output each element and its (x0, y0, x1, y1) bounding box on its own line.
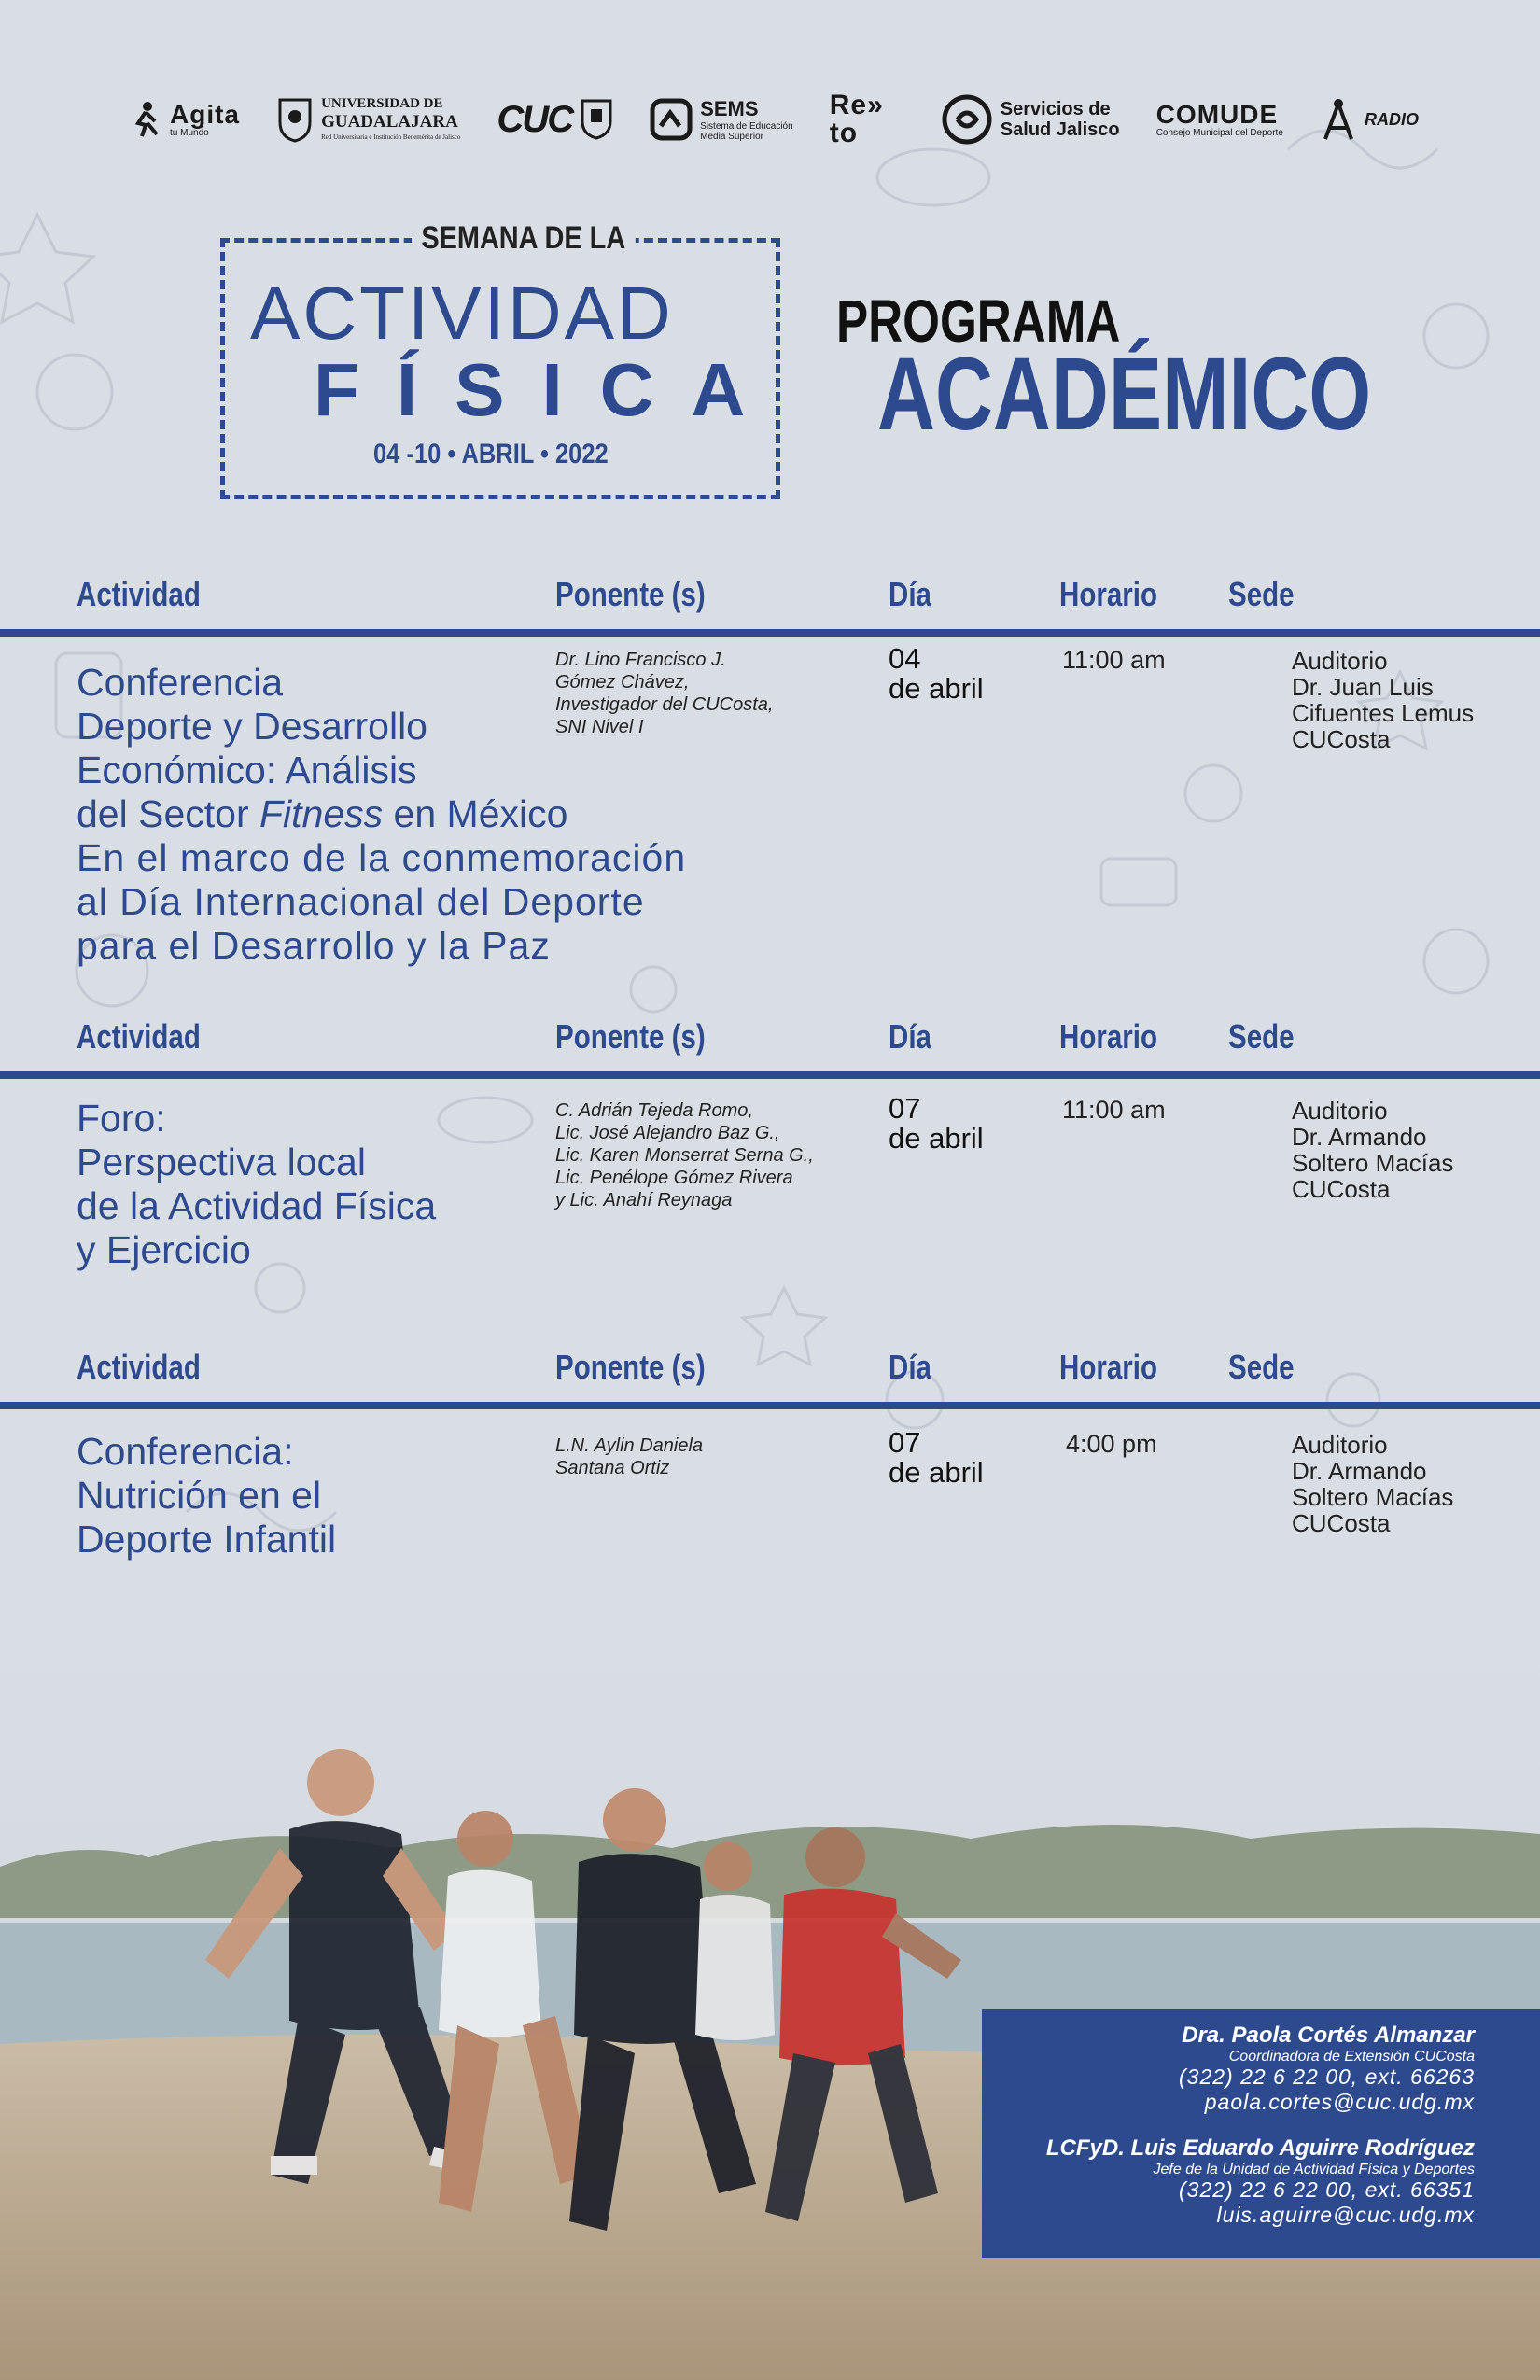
speaker-line: Santana Ortiz (555, 1458, 670, 1478)
udg-shield-icon (276, 96, 314, 143)
event-time: 11:00 am (1062, 1096, 1166, 1124)
event-venue (1292, 648, 1474, 752)
contact-name: Dra. Paola Cortés Almanzar (1182, 2023, 1475, 2048)
cuc-shield-icon (580, 98, 613, 141)
sems-logo (650, 97, 793, 142)
agita-sub: tu Mundo (170, 127, 209, 138)
udg-name2: GUADALAJARA (321, 112, 458, 132)
reto-logo (830, 91, 904, 147)
activity-line: Perspectiva local (77, 1141, 366, 1183)
contact-phone[interactable]: (322) 22 6 22 00, ext. 66263 (1179, 2065, 1475, 2089)
activity-text: del Sector (77, 792, 259, 835)
comude-name: COMUDE (1155, 99, 1279, 129)
title-academico: ACADÉMICO (877, 337, 1372, 452)
venue-line: Auditorio (1292, 1431, 1388, 1459)
venue-line: Soltero Macías (1292, 1483, 1454, 1511)
header-ponente: Ponente (s) (555, 1017, 706, 1056)
venue-line: CUCosta (1292, 1175, 1391, 1203)
radio-logo (1320, 96, 1419, 143)
contact-role: Jefe de la Unidad de Actividad Física y Deportes (1153, 2162, 1475, 2177)
cuc-name: CUC (497, 99, 573, 140)
speaker-line: Dr. Lino Francisco J. (555, 650, 726, 670)
activity-line: y Ejercicio (77, 1228, 251, 1271)
activity-line: Económico: Análisis (77, 749, 417, 791)
venue-line: Soltero Macías (1292, 1149, 1454, 1177)
comude-logo (1155, 99, 1283, 138)
header-rule (0, 1402, 1540, 1409)
udg-sub: Red Universitaria e Institución Benemérita de Jalisco (321, 133, 461, 141)
venue-line: Dr. Armando (1292, 1123, 1427, 1151)
event-venue (1292, 1098, 1453, 1202)
event-date (889, 1428, 984, 1488)
udg-name: UNIVERSIDAD DE (321, 96, 443, 111)
header-ponente: Ponente (s) (555, 1348, 706, 1386)
activity-line: para el Desarrollo y la Paz (77, 924, 551, 967)
agita-name: Agita (170, 99, 240, 129)
contact-role: Coordinadora de Extensión CUCosta (1228, 2049, 1475, 2065)
contact-email[interactable]: luis.aguirre@cuc.udg.mx (1216, 2203, 1475, 2227)
title-semana: SEMANA DE LA (412, 220, 635, 257)
date-day: 07 (889, 1092, 921, 1125)
speaker-line: C. Adrián Tejeda Romo, (555, 1100, 753, 1121)
header-actividad: Actividad (77, 1348, 201, 1386)
header-dia: Día (889, 1017, 931, 1056)
header-sede: Sede (1228, 1348, 1295, 1386)
activity-title (77, 1430, 336, 1561)
udg-logo (276, 96, 460, 143)
venue-line: Auditorio (1292, 1097, 1388, 1125)
antenna-icon (1320, 96, 1357, 143)
contact-box (982, 2009, 1540, 2258)
header-horario: Horario (1059, 1348, 1157, 1386)
header-sede: Sede (1228, 575, 1295, 613)
activity-line: En el marco de la conmemoración (77, 836, 687, 879)
contact-name: LCFyD. Luis Eduardo Aguirre Rodríguez (1045, 2135, 1475, 2161)
venue-line: Auditorio (1292, 647, 1388, 675)
title-programa: PROGRAMA (836, 287, 1121, 355)
activity-text: en México (383, 792, 568, 835)
title-actividad: ACTIVIDAD (250, 272, 674, 355)
runner-icon (131, 101, 162, 138)
sems-icon (650, 98, 693, 141)
activity-line: de la Actividad Física (77, 1184, 437, 1227)
radio-name: RADIO (1364, 109, 1419, 129)
table-header (0, 1348, 1540, 1385)
speaker-line: Lic. Karen Monserrat Serna G., (555, 1145, 814, 1166)
comude-sub: Consejo Municipal del Deporte (1155, 127, 1283, 138)
activity-line: Nutrición en el (77, 1474, 322, 1517)
venue-line: Cifuentes Lemus (1292, 699, 1475, 727)
activity-title (77, 1097, 436, 1272)
activity-line: Conferencia (77, 661, 284, 704)
event-venue (1292, 1432, 1453, 1536)
agita-logo (131, 101, 240, 138)
date-day: 07 (889, 1426, 921, 1459)
event-time: 11:00 am (1062, 646, 1166, 674)
header-actividad: Actividad (77, 1017, 201, 1056)
header-sede: Sede (1228, 1017, 1295, 1056)
speaker-list (555, 1099, 814, 1211)
cuc-logo (497, 98, 613, 141)
table-header (0, 1017, 1540, 1055)
venue-line: Dr. Juan Luis (1292, 673, 1434, 701)
activity-line: Deporte Infantil (77, 1518, 337, 1561)
reto-name: Re» to (829, 90, 884, 148)
date-month: de abril (889, 672, 984, 705)
header-rule (0, 629, 1540, 637)
activity-line: Foro: (77, 1097, 166, 1140)
speaker-line: SNI Nivel I (555, 717, 644, 737)
speaker-list (555, 649, 773, 738)
activity-line (77, 792, 686, 836)
title-dates: 04 -10 • ABRIL • 2022 (373, 439, 609, 469)
salud-jalisco-logo (941, 93, 1120, 146)
header-horario: Horario (1059, 575, 1157, 613)
venue-line: CUCosta (1292, 1509, 1391, 1537)
salud-name1: Servicios de (1000, 99, 1111, 119)
contact-phone[interactable]: (322) 22 6 22 00, ext. 66351 (1179, 2177, 1475, 2202)
salud-name2: Salud Jalisco (1000, 119, 1120, 140)
venue-line: Dr. Armando (1292, 1457, 1427, 1485)
event-date (889, 1094, 984, 1154)
speaker-line: y Lic. Anahí Reynaga (555, 1190, 733, 1211)
contact-email[interactable]: paola.cortes@cuc.udg.mx (1204, 2090, 1475, 2114)
event-date (889, 644, 984, 704)
speaker-list (555, 1435, 703, 1479)
date-month: de abril (889, 1122, 984, 1155)
speaker-line: Lic. José Alejandro Baz G., (555, 1123, 780, 1143)
venue-line: CUCosta (1292, 725, 1391, 753)
sems-name: SEMS (700, 97, 759, 120)
speaker-line: Gómez Chávez, (555, 672, 690, 693)
header-horario: Horario (1059, 1017, 1157, 1056)
date-month: de abril (889, 1456, 984, 1489)
sems-sub1: Sistema de Educación (700, 121, 793, 132)
activity-line: Deporte y Desarrollo (77, 705, 427, 748)
activity-line: al Día Internacional del Deporte (77, 880, 645, 923)
activity-emphasis: Fitness (259, 792, 384, 835)
activity-line: Conferencia: (77, 1430, 294, 1473)
header-rule (0, 1071, 1540, 1079)
header-dia: Día (889, 575, 931, 613)
title-fisica: FÍSICA (314, 348, 783, 431)
contact-spacer (1001, 2115, 1475, 2135)
header-dia: Día (889, 1348, 931, 1386)
speaker-line: Lic. Penélope Gómez Rivera (555, 1168, 793, 1188)
table-header (0, 575, 1540, 612)
speaker-line: L.N. Aylin Daniela (555, 1435, 704, 1456)
event-time: 4:00 pm (1066, 1430, 1157, 1458)
sems-sub2: Media Superior (700, 132, 763, 142)
header-ponente: Ponente (s) (555, 575, 706, 613)
date-day: 04 (889, 642, 921, 675)
header-actividad: Actividad (77, 575, 201, 613)
speaker-line: Investigador del CUCosta, (555, 694, 774, 715)
salud-icon (941, 93, 993, 146)
sponsor-logos (131, 82, 1419, 157)
